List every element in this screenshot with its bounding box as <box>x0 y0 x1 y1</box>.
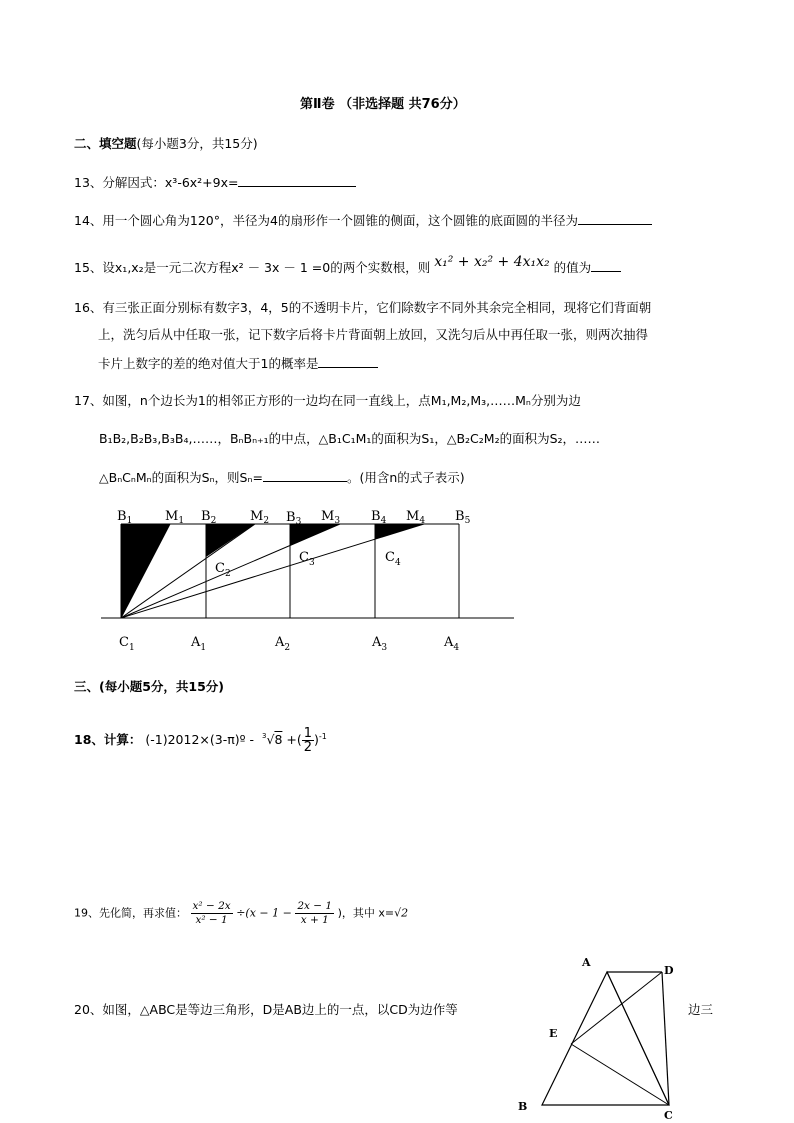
label-c3: $C_3$ <box>299 550 315 568</box>
question-15-suffix: 的值为 <box>553 260 592 275</box>
fraction-2: $\frac{2x - 1}{x + 1}$ <box>297 900 333 926</box>
label-b5: $B_5$ <box>455 509 471 526</box>
question-13-text: 13、分解因式：x³-6x²+9x= <box>74 175 239 190</box>
middle-labels <box>215 550 401 579</box>
answer-blank-17[interactable] <box>263 468 347 482</box>
answer-blank-14[interactable] <box>578 211 652 225</box>
question-19 <box>74 900 408 927</box>
bottom-labels <box>119 635 459 653</box>
question-19-label: 19、先化简，再求值： <box>74 906 187 920</box>
question-20-text: 20、如图，△ABC是等边三角形，D是AB边上的一点，以CD为边作等 <box>74 1002 458 1017</box>
question-18-label: 18、计算： <box>74 732 142 747</box>
section-2-title: 二、填空题 <box>74 136 137 151</box>
label-b2: $B_2$ <box>201 509 217 526</box>
question-19-division: ÷(x − 1 − <box>236 906 292 920</box>
question-16-line-3 <box>98 354 378 372</box>
vertex-label-c: C <box>664 1109 673 1122</box>
fraction-1: $\frac{\text{x² − 2x}}{\text{x² − 1}}$ <box>192 900 231 926</box>
question-18-exponent: -1 <box>318 731 327 741</box>
question-17-line-3a: △BₙCₙMₙ的面积为Sₙ，则Sₙ= <box>99 470 263 485</box>
label-m2: $M_2$ <box>250 509 270 526</box>
question-20-tail: 边三 <box>688 1002 714 1017</box>
vertex-label-e: E <box>549 1027 558 1040</box>
question-15-expression: x₁² + x₂² + 4x₁x₂ <box>434 254 550 270</box>
label-c1: $C_1$ <box>119 635 135 653</box>
question-18-close: ) <box>314 732 319 747</box>
question-19-close: )，其中 x= <box>337 906 395 920</box>
question-18-part1: (-1)2012×(3-π)º - <box>145 732 255 747</box>
question-17-line-3b: 。(用含n的式子表示) <box>346 470 465 485</box>
triangle-figure <box>500 945 730 1123</box>
fraction-one-half: $\frac{1}{2}$ <box>303 726 313 755</box>
question-16-line-2: 上，洗匀后从中任取一张，记下数字后将卡片背面朝上放回，又洗匀后从中再任取一张，则两次抽得 <box>98 327 649 342</box>
label-a3: $A_3$ <box>372 635 388 653</box>
answer-blank-15[interactable] <box>591 258 621 272</box>
section-2-note: (每小题3分，共15分) <box>136 136 258 151</box>
segment-de <box>571 972 662 1044</box>
section-2-heading <box>74 136 258 152</box>
cube-root-index: 3 <box>262 732 267 740</box>
section-3-heading: 三、(每小题5分，共15分) <box>74 679 225 694</box>
segment-ac <box>607 972 669 1105</box>
question-14-text: 14、用一个圆心角为120°，半径为4的扇形作一个圆锥的侧面，这个圆锥的底面圆的半径为 <box>74 213 578 228</box>
question-13 <box>74 173 356 191</box>
question-14 <box>74 211 652 229</box>
segment-dc <box>662 972 669 1105</box>
label-m4: $M_4$ <box>406 509 426 526</box>
question-15 <box>74 254 621 276</box>
question-16-line-1: 16、有三张正面分别标有数字3，4，5的不透明卡片，它们除数字不同外其余完全相同，现将它们背面朝 <box>74 300 652 315</box>
question-18 <box>74 727 327 754</box>
label-c2: $C_2$ <box>215 561 231 579</box>
question-18-plus: +( <box>286 732 302 747</box>
answer-blank-16[interactable] <box>318 354 378 368</box>
label-a2: $A_2$ <box>275 635 291 653</box>
ray-c1-m4 <box>121 524 424 618</box>
question-19-value: √2 <box>394 906 409 920</box>
question-17-line-3 <box>99 468 465 486</box>
question-16-line-3-text: 卡片上数字的差的绝对值大于1的概率是 <box>98 356 319 371</box>
squares-figure <box>0 500 794 665</box>
label-c4: $C_4$ <box>385 550 401 568</box>
radical-sign-icon: √ <box>266 732 275 747</box>
label-b1: $B_1$ <box>117 509 133 526</box>
label-m1: $M_1$ <box>165 509 185 526</box>
radicand: 8 <box>274 732 283 747</box>
label-b4: $B_4$ <box>371 509 387 526</box>
label-a1: $A_1$ <box>191 635 207 653</box>
label-m3: $M_3$ <box>321 509 341 526</box>
triangle-abc <box>542 972 669 1105</box>
vertex-label-d: D <box>664 964 674 977</box>
question-15-prefix: 15、设x₁,x₂是一元二次方程x² － 3x － 1 =0的两个实数根，则 <box>74 260 431 275</box>
label-a4: $A_4$ <box>444 635 460 653</box>
question-17-line-1: 17、如图，n个边长为1的相邻正方形的一边均在同一直线上，点M₁,M₂,M₃,……Mₙ分别为边 <box>74 393 581 408</box>
page-title: 第Ⅱ卷 （非选择题 共76分） <box>300 97 466 112</box>
answer-blank-13[interactable] <box>238 173 356 187</box>
question-17-line-2: B₁B₂,B₂B₃,B₃B₄,……，BₙBₙ₊₁的中点，△B₁C₁M₁的面积为S₁，△B₂C₂M₂的面积为S₂，…… <box>99 431 601 446</box>
label-b3: $B_3$ <box>286 510 302 527</box>
vertex-label-b: B <box>518 1100 528 1113</box>
vertex-label-a: A <box>582 956 591 969</box>
